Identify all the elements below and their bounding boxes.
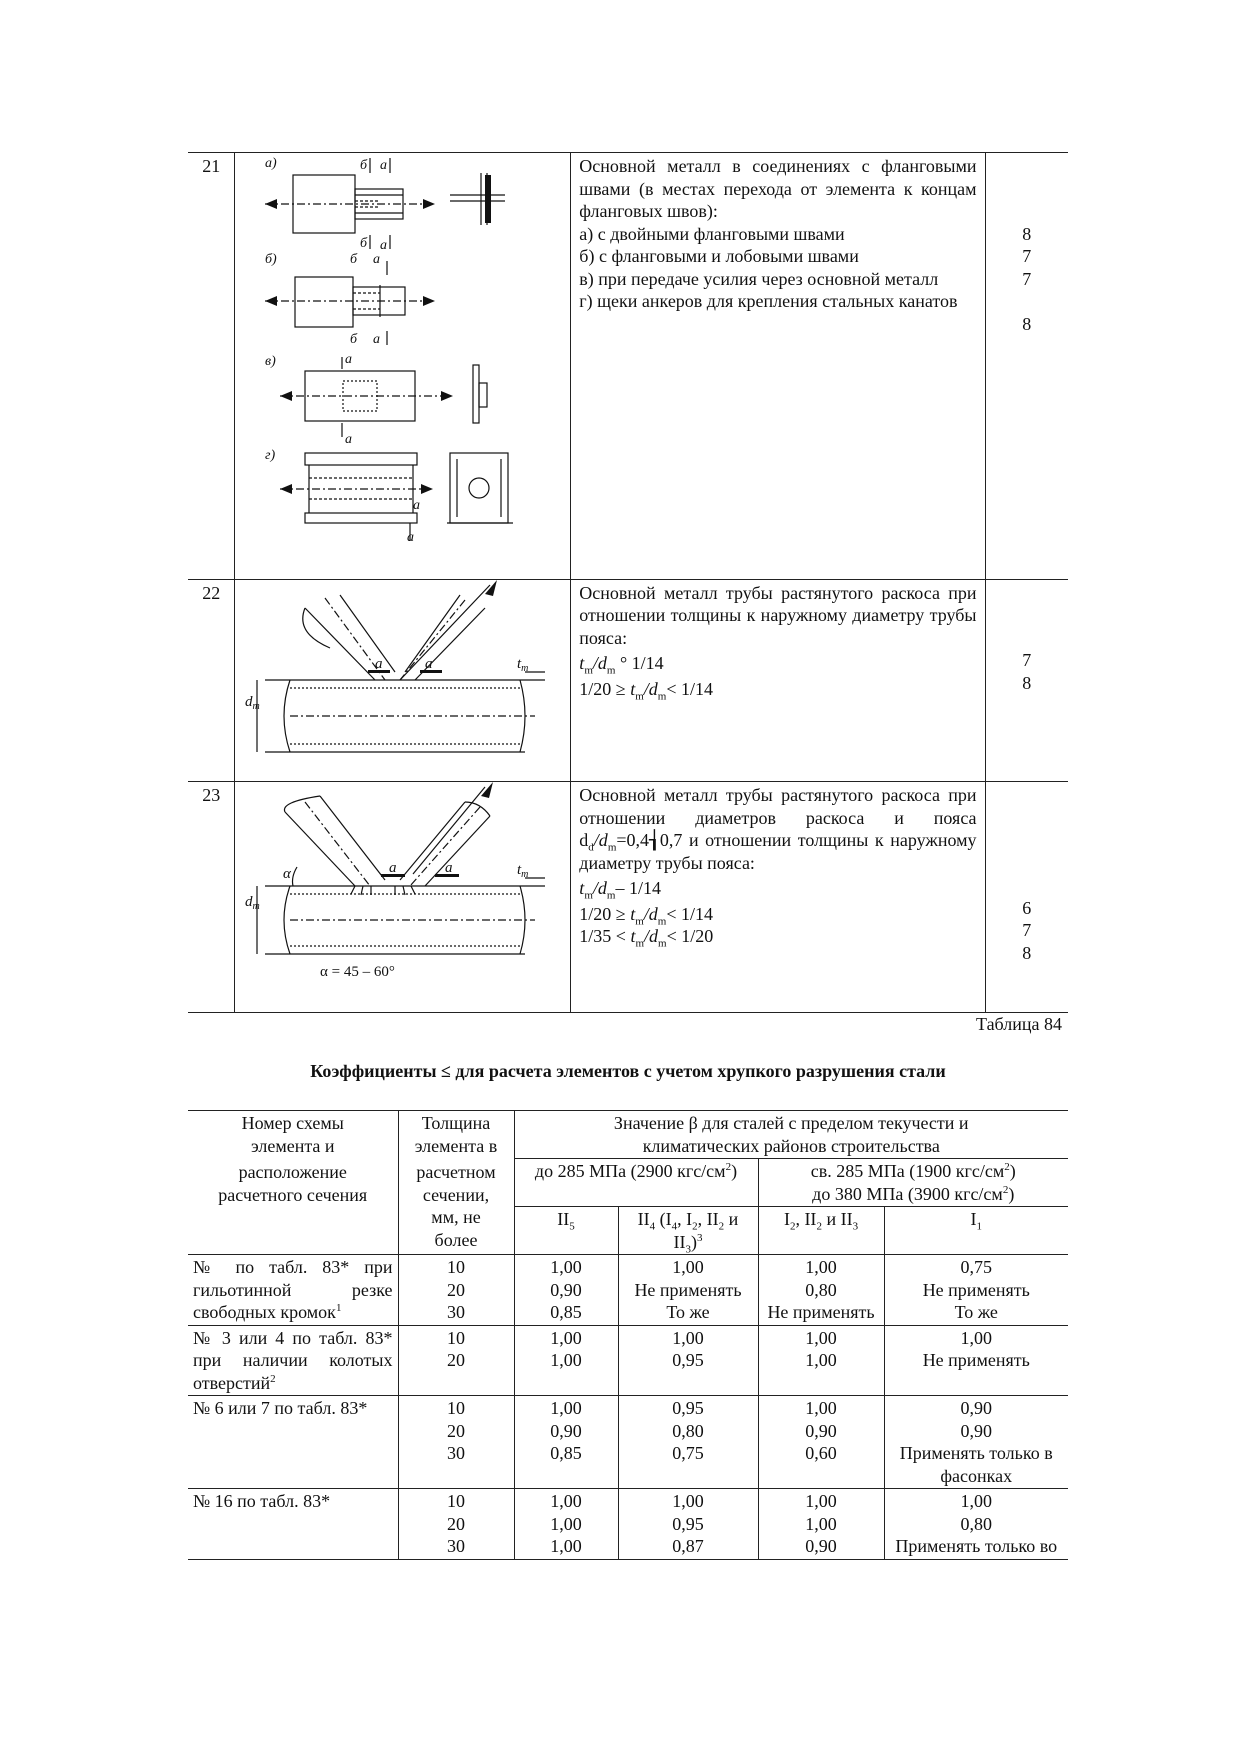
header-region-3: $I_2$, $II_2$ и $II_3$ (758, 1207, 884, 1255)
joint-figure-23 (235, 782, 571, 1013)
description-item: г) щеки анкеров для крепления стальных канатов (579, 291, 958, 311)
flank-weld-diagram (235, 153, 560, 573)
group-value: 8 (1022, 313, 1032, 334)
condition-2: $1/20 \ge t_m/d_m< 1/14$ (579, 903, 713, 928)
header-scheme-number: Номер схемы элемента и расположение расчетного сечения (188, 1111, 398, 1255)
group-value: 7 (1022, 920, 1032, 940)
weld-label: а (375, 655, 383, 672)
section-label: а (380, 158, 388, 173)
section-label: а (345, 432, 353, 447)
label-v: в) (265, 354, 277, 369)
header-group-285: до 285 МПа (2900 кгс/$см^2$) (514, 1159, 758, 1207)
row-number: 23 (188, 782, 235, 1013)
thickness-cell: 10 20 30 (398, 1489, 514, 1560)
table-caption: Таблица 84 (976, 1014, 1062, 1034)
tm-label: $t_m$ (517, 862, 529, 880)
row-number: 21 (188, 153, 235, 580)
table-row (188, 1325, 1068, 1396)
thickness-cell: 10 20 30 (398, 1396, 514, 1489)
group-value: 6 (1022, 897, 1032, 918)
value-cell: 1,00 0,95 0,87 (618, 1489, 758, 1560)
scheme-cell: № по табл. 83* при гильотинной резке свободных кромок$^1$ (188, 1255, 398, 1326)
angle-range-label: α = 45 – 60° (320, 964, 396, 980)
section-label: а (345, 352, 353, 367)
section-label: б (350, 252, 358, 267)
header-region-2: $II_4$ ($I_4$, $I_2$, $II_2$ и $II_3)^3$ (618, 1207, 758, 1255)
scheme-cell: № 6 или 7 по табл. 83* (188, 1396, 398, 1489)
group-value: 7 (1022, 650, 1032, 670)
value-cell: 0,90 0,90 Применять только в фасонках (899, 1398, 1053, 1486)
section-label: б (360, 158, 368, 173)
table-row (188, 1255, 1068, 1326)
section-label: а (380, 238, 388, 253)
label-a: а) (265, 156, 278, 171)
group-value: 8 (1022, 942, 1032, 963)
description-item: в) при передаче усилия через основной металл (579, 268, 939, 289)
tube-k-joint-angle-diagram (235, 782, 560, 1006)
weld-label: а (389, 860, 397, 876)
table-heading: Коэффициенты ≤ для расчета элементов с учетом хрупкого разрушения стали (310, 1061, 946, 1081)
value-cell: 1,00 Не применять (922, 1327, 1030, 1370)
brittle-fracture-coefficients-table (188, 1110, 1068, 1560)
description-item: б) с фланговыми и лобовыми швами (579, 246, 859, 266)
description-text: Основной металл трубы растянутого раскоса при отношении толщины к наружному диаметру трубы пояса: (579, 582, 977, 648)
dm-label: $d_m$ (245, 693, 261, 712)
table-row (188, 1396, 1068, 1489)
condition-3: $1/35 < t_m/d_m< 1/20$ (579, 926, 714, 950)
section-label: б (350, 332, 358, 347)
value-cell: 0,75 Не применять То же (922, 1257, 1030, 1322)
condition-1: $t_m/d_m-$ 1/14 (579, 878, 661, 902)
group-value: 7 (1022, 268, 1032, 289)
value-cell: 1,00 1,00 (514, 1325, 618, 1396)
value-cell: 1,00 1,00 (758, 1325, 884, 1396)
weld-label: а (445, 860, 453, 876)
table-row (188, 1489, 1068, 1560)
row-description (571, 782, 985, 1013)
condition-2: $1/20 \ge t_m/d_m< 1/14$ (579, 678, 713, 703)
steel-group (985, 579, 1068, 782)
row-number: 22 (188, 579, 235, 782)
header-thickness: Толщина элемента в расчетном сечении, мм, не более (398, 1111, 514, 1255)
steel-group (985, 782, 1068, 1013)
description-item: а) с двойными фланговыми швами (579, 223, 845, 244)
weld-label: а (425, 655, 433, 672)
value-cell: 1,00 0,90 0,60 (758, 1396, 884, 1489)
value-cell: 0,95 0,80 0,75 (618, 1396, 758, 1489)
value-cell: 1,00 0,90 0,85 (514, 1255, 618, 1326)
value-cell: 1,00 1,00 0,90 (758, 1489, 884, 1560)
group-value: 7 (1022, 246, 1032, 266)
value-cell: 1,00 Не применять То же (618, 1255, 758, 1326)
dm-label: $d_m$ (245, 894, 261, 912)
tube-k-joint-diagram (235, 580, 560, 776)
section-label: а (407, 530, 415, 545)
steel-group (985, 153, 1068, 580)
scheme-cell: № 3 или 4 по табл. 83* при наличии колотых отверстий$^2$ (188, 1325, 398, 1396)
value-cell: 1,00 0,95 (618, 1325, 758, 1396)
table-row (188, 579, 1068, 782)
label-b: б) (265, 252, 278, 267)
tm-label: $t_m$ (517, 655, 529, 674)
section-label: б (360, 236, 368, 251)
value-cell: 1,00 0,80 Применять только во (895, 1491, 1058, 1556)
header-region-1: $II_5$ (514, 1207, 618, 1255)
condition-1: $t_m/d_m$ ° 1/14 (579, 653, 664, 677)
scheme-cell: № 16 по табл. 83* (188, 1489, 398, 1560)
thickness-cell: 10 20 (398, 1325, 514, 1396)
section-label: а (413, 498, 421, 513)
joint-figure-22 (235, 579, 571, 782)
value-cell: 1,00 0,80 Не применять (758, 1255, 884, 1326)
row-description (571, 579, 985, 782)
value-cell: 1,00 0,90 0,85 (514, 1396, 618, 1489)
value-cell: 1,00 1,00 1,00 (514, 1489, 618, 1560)
header-value-title: Значение β для сталей с пределом текучести и климатических районов строительства (514, 1111, 1068, 1159)
group-value: 8 (1022, 672, 1032, 693)
section-label: а (373, 332, 381, 347)
section-label: а (373, 252, 381, 267)
description-text: Основной металл в соединениях с фланговыми швами (в местах перехода от элемента к концам фланговых швов): (579, 156, 977, 221)
welded-joints-table (188, 152, 1068, 1013)
angle-label: α (283, 866, 292, 882)
row-description (571, 153, 985, 580)
header-region-4: $I_1$ (884, 1207, 1068, 1255)
description-text: Основной металл трубы растянутого раскоса при отношении диаметров раскоса и пояса $d_d/d_m=0,4┧0,7$ и отношении толщины к наружному диаметру трубы пояса: (579, 785, 977, 873)
thickness-cell: 10 20 30 (398, 1255, 514, 1326)
label-g: г) (265, 448, 276, 463)
table-row (188, 782, 1068, 1013)
table-row (188, 153, 1068, 580)
joint-figure-21 (235, 153, 571, 580)
header-group-380: св. 285 МПа (1900 кгс/$см^2$) до 380 МПа (3900 кгс/$см^2$) (758, 1159, 1068, 1207)
group-value: 8 (1022, 223, 1032, 244)
